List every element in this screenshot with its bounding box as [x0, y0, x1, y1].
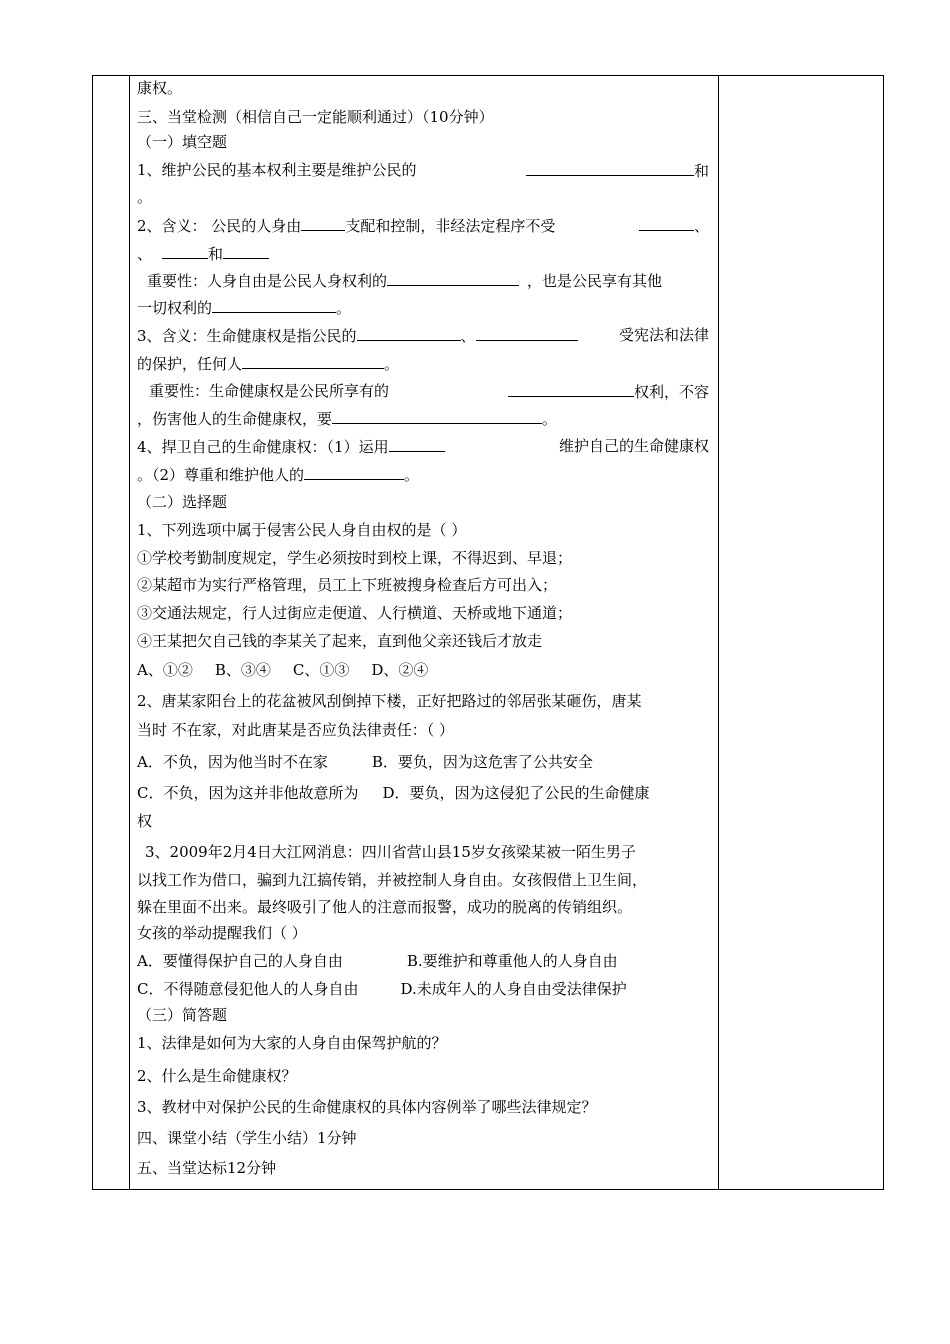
column-divider-right [718, 76, 719, 1189]
question-line: 2、什么是生命健康权？ [137, 1067, 297, 1085]
option-line: ①学校考勤制度规定，学生必须按时到校上课，不得迟到、早退； [137, 549, 573, 567]
question-line: 1、维护公民的基本权利主要是维护公民的 和 [137, 161, 709, 180]
text-line: 女孩的举动提醒我们（ ） [137, 924, 307, 942]
question-line: 3、教材中对保护公民的生命健康权的具体内容例举了哪些法律规定？ [137, 1098, 597, 1116]
subheading-fill-in: （一）填空题 [137, 133, 228, 151]
answer-blank[interactable] [304, 464, 404, 480]
choice-options: C．不负，因为这并非他故意所为 D．要负，因为这侵犯了公民的生命健康 [137, 784, 650, 802]
question-line: 1、下列选项中属于侵害公民人身自由权的是（ ） [137, 521, 467, 539]
subheading-short-answer: （三）简答题 [137, 1006, 228, 1024]
text-line: 的保护，任何人 。 [137, 355, 400, 373]
section-heading-quiz: 三、当堂检测（相信自己一定能顺利通过）（10分钟） [137, 108, 494, 126]
question-line: 2、含义： 公民的人身由 支配和控制，非经法定程序不受 、 [137, 217, 709, 235]
answer-blank[interactable] [162, 243, 208, 259]
answer-blank[interactable] [387, 270, 519, 286]
text-line: 康权。 [137, 79, 183, 97]
text-line: 以找工作为借口，骗到九江搞传销，并被控制人身自由。女孩假借上卫生间， [137, 871, 648, 889]
question-line: 4、捍卫自己的生命健康权：（1）运用 维护自己的生命健康权 [137, 437, 709, 456]
text-line: 躲在里面不出来。最终吸引了他人的注意而报警，成功的脱离的传销组织。 [137, 898, 633, 916]
answer-blank[interactable] [357, 325, 461, 341]
text-line: 、 和 [137, 243, 269, 264]
choice-options: C．不得随意侵犯他人的人身自由 D.未成年人的人身自由受法律保护 [137, 980, 627, 998]
text-line: 重要性：人身自由是公民人身权利的 ，也是公民享有其他 [147, 272, 663, 290]
answer-blank[interactable] [508, 381, 634, 397]
answer-blank[interactable] [332, 408, 542, 424]
answer-blank[interactable] [476, 325, 578, 341]
question-line: 3、含义：生命健康权是指公民的 、 受宪法和法律 [137, 326, 709, 345]
question-line: 1、法律是如何为大家的人身自由保驾护航的？ [137, 1034, 447, 1052]
answer-blank[interactable] [526, 160, 694, 176]
column-divider-left [129, 76, 130, 1189]
text-line: 权 [137, 812, 153, 830]
section-heading-assessment: 五、当堂达标12分钟 [137, 1159, 277, 1177]
section-heading-summary: 四、课堂小结（学生小结）1分钟 [137, 1129, 357, 1147]
text-line: 。 [137, 188, 153, 206]
answer-blank[interactable] [223, 243, 269, 259]
choice-options: A．不负，因为他当时不在家 B．要负，因为这危害了公共安全 [137, 753, 593, 771]
text-line: 一切权利的 。 [137, 299, 352, 317]
text-line: ，伤害他人的生命健康权，要 。 [137, 410, 558, 428]
text-line: 。（2）尊重和维护他人的 。 [137, 466, 420, 484]
option-line: ④王某把欠自己钱的李某关了起来，直到他父亲还钱后才放走 [137, 632, 543, 650]
question-line: 2、唐某家阳台上的花盆被风刮倒掉下楼，正好把路过的邻居张某砸伤，唐某 [137, 692, 642, 710]
choice-options: A、①② B、③④ C、①③ D、②④ [137, 661, 429, 679]
answer-blank[interactable] [242, 353, 384, 369]
question-line: 3、2009年2月4日大江网消息：四川省营山县15岁女孩梁某被一陌生男子 [145, 843, 636, 861]
option-line: ②某超市为实行严格管理，员工上下班被搜身检查后方可出入； [137, 576, 558, 594]
answer-blank[interactable] [212, 297, 336, 313]
question-line: 重要性：生命健康权是公民所享有的 权利，不容 [149, 382, 709, 401]
answer-blank[interactable] [389, 436, 445, 452]
answer-blank[interactable] [639, 215, 694, 231]
subheading-multiple-choice: （二）选择题 [137, 493, 228, 511]
answer-blank[interactable] [301, 215, 345, 231]
text-line: 当时 不在家，对此唐某是否应负法律责任：（ ） [137, 721, 455, 739]
option-line: ③交通法规定，行人过街应走便道、人行横道、天桥或地下通道； [137, 604, 573, 622]
choice-options: A．要懂得保护自己的人身自由 B.要维护和尊重他人的人身自由 [137, 952, 618, 970]
